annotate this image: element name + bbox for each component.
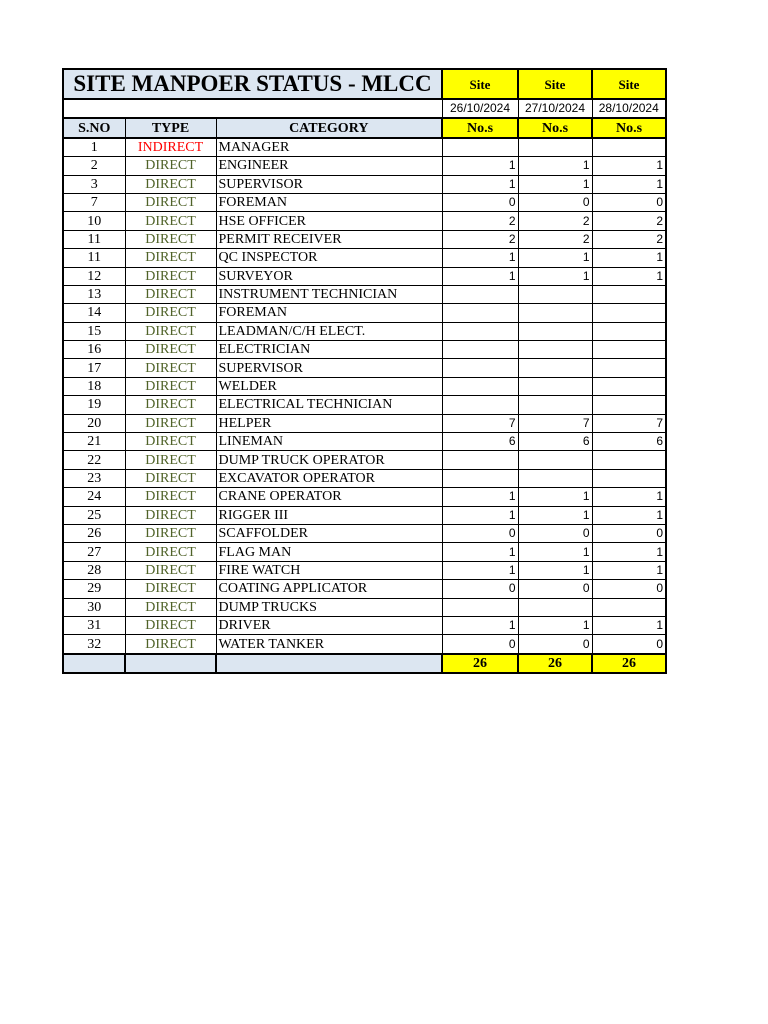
row-value-site-1 xyxy=(442,598,518,616)
row-value-site-3: 6 xyxy=(592,433,666,451)
table-row xyxy=(63,341,666,359)
row-value-site-2: 1 xyxy=(518,561,592,579)
row-value-site-1: 0 xyxy=(442,580,518,598)
row-value-site-1 xyxy=(442,322,518,340)
row-type: DIRECT xyxy=(125,267,216,285)
table-row xyxy=(63,598,666,616)
header-unit-3: No.s xyxy=(592,118,666,137)
table-row xyxy=(63,230,666,248)
row-category: INSTRUMENT TECHNICIAN xyxy=(216,285,442,303)
row-type: DIRECT xyxy=(125,635,216,654)
row-sno: 2 xyxy=(63,157,125,175)
row-value-site-1: 1 xyxy=(442,543,518,561)
row-type: DIRECT xyxy=(125,322,216,340)
row-category: WATER TANKER xyxy=(216,635,442,654)
header-unit-2: No.s xyxy=(518,118,592,137)
row-value-site-1 xyxy=(442,304,518,322)
table-row xyxy=(63,543,666,561)
row-value-site-3: 0 xyxy=(592,524,666,542)
row-value-site-1 xyxy=(442,451,518,469)
row-value-site-3 xyxy=(592,322,666,340)
row-sno: 12 xyxy=(63,267,125,285)
table-row xyxy=(63,506,666,524)
row-value-site-3 xyxy=(592,451,666,469)
table-row xyxy=(63,138,666,157)
row-category: SURVEYOR xyxy=(216,267,442,285)
row-value-site-2 xyxy=(518,138,592,157)
row-sno: 31 xyxy=(63,616,125,634)
row-value-site-3 xyxy=(592,341,666,359)
row-value-site-1: 6 xyxy=(442,433,518,451)
row-value-site-1 xyxy=(442,396,518,414)
row-value-site-1: 0 xyxy=(442,524,518,542)
row-value-site-3: 1 xyxy=(592,488,666,506)
row-type: DIRECT xyxy=(125,157,216,175)
site-date-2: 27/10/2024 xyxy=(518,99,592,118)
row-type: DIRECT xyxy=(125,396,216,414)
row-value-site-3 xyxy=(592,377,666,395)
row-type: DIRECT xyxy=(125,506,216,524)
row-category: PERMIT RECEIVER xyxy=(216,230,442,248)
row-value-site-3 xyxy=(592,304,666,322)
row-sno: 26 xyxy=(63,524,125,542)
site-label-1: Site xyxy=(442,69,518,99)
row-type: DIRECT xyxy=(125,616,216,634)
row-value-site-3 xyxy=(592,138,666,157)
row-category: DUMP TRUCKS xyxy=(216,598,442,616)
row-type: DIRECT xyxy=(125,377,216,395)
row-value-site-2: 7 xyxy=(518,414,592,432)
row-type: DIRECT xyxy=(125,341,216,359)
table-row xyxy=(63,359,666,377)
row-category: RIGGER III xyxy=(216,506,442,524)
row-sno: 14 xyxy=(63,304,125,322)
table-row xyxy=(63,451,666,469)
row-category: CRANE OPERATOR xyxy=(216,488,442,506)
row-sno: 17 xyxy=(63,359,125,377)
row-category: DUMP TRUCK OPERATOR xyxy=(216,451,442,469)
date-row xyxy=(63,99,666,118)
row-category: HSE OFFICER xyxy=(216,212,442,230)
header-row xyxy=(63,118,666,137)
site-date-1: 26/10/2024 xyxy=(442,99,518,118)
row-category: FIRE WATCH xyxy=(216,561,442,579)
row-category: LINEMAN xyxy=(216,433,442,451)
row-category: EXCAVATOR OPERATOR xyxy=(216,469,442,487)
row-value-site-3: 2 xyxy=(592,230,666,248)
row-category: ELECTRICAL TECHNICIAN xyxy=(216,396,442,414)
row-value-site-2: 0 xyxy=(518,635,592,654)
row-value-site-3: 2 xyxy=(592,212,666,230)
row-value-site-3: 0 xyxy=(592,580,666,598)
row-value-site-1: 1 xyxy=(442,157,518,175)
row-value-site-1: 1 xyxy=(442,488,518,506)
row-value-site-1: 1 xyxy=(442,616,518,634)
table-row xyxy=(63,212,666,230)
row-type: DIRECT xyxy=(125,414,216,432)
row-type: DIRECT xyxy=(125,230,216,248)
row-value-site-2: 0 xyxy=(518,580,592,598)
row-sno: 21 xyxy=(63,433,125,451)
table-row xyxy=(63,304,666,322)
row-value-site-1 xyxy=(442,377,518,395)
row-sno: 13 xyxy=(63,285,125,303)
row-sno: 30 xyxy=(63,598,125,616)
row-value-site-2: 1 xyxy=(518,157,592,175)
row-value-site-2: 1 xyxy=(518,506,592,524)
row-sno: 11 xyxy=(63,249,125,267)
site-label-2: Site xyxy=(518,69,592,99)
row-sno: 23 xyxy=(63,469,125,487)
row-sno: 25 xyxy=(63,506,125,524)
table-row xyxy=(63,377,666,395)
table-row xyxy=(63,414,666,432)
row-type: DIRECT xyxy=(125,451,216,469)
row-value-site-1 xyxy=(442,341,518,359)
row-category: FOREMAN xyxy=(216,193,442,211)
row-sno: 19 xyxy=(63,396,125,414)
row-sno: 18 xyxy=(63,377,125,395)
row-sno: 20 xyxy=(63,414,125,432)
row-value-site-1: 7 xyxy=(442,414,518,432)
table-row xyxy=(63,322,666,340)
row-sno: 28 xyxy=(63,561,125,579)
row-category: ENGINEER xyxy=(216,157,442,175)
row-category: MANAGER xyxy=(216,138,442,157)
table-row xyxy=(63,469,666,487)
row-value-site-1: 2 xyxy=(442,212,518,230)
row-value-site-2 xyxy=(518,285,592,303)
row-value-site-2 xyxy=(518,304,592,322)
row-value-site-1: 1 xyxy=(442,506,518,524)
row-value-site-3 xyxy=(592,469,666,487)
row-type: INDIRECT xyxy=(125,138,216,157)
row-category: DRIVER xyxy=(216,616,442,634)
row-value-site-1: 2 xyxy=(442,230,518,248)
row-value-site-3 xyxy=(592,285,666,303)
row-category: SUPERVISOR xyxy=(216,359,442,377)
row-sno: 24 xyxy=(63,488,125,506)
table-row xyxy=(63,488,666,506)
row-value-site-2 xyxy=(518,341,592,359)
row-sno: 3 xyxy=(63,175,125,193)
table-row xyxy=(63,433,666,451)
row-value-site-1: 0 xyxy=(442,635,518,654)
row-value-site-2 xyxy=(518,598,592,616)
row-value-site-2 xyxy=(518,359,592,377)
row-category: FOREMAN xyxy=(216,304,442,322)
row-value-site-3: 1 xyxy=(592,249,666,267)
row-value-site-3: 1 xyxy=(592,267,666,285)
row-type: DIRECT xyxy=(125,598,216,616)
row-type: DIRECT xyxy=(125,212,216,230)
row-value-site-3: 7 xyxy=(592,414,666,432)
row-sno: 29 xyxy=(63,580,125,598)
row-category: SUPERVISOR xyxy=(216,175,442,193)
table-row xyxy=(63,267,666,285)
site-label-3: Site xyxy=(592,69,666,99)
row-sno: 11 xyxy=(63,230,125,248)
table-row xyxy=(63,249,666,267)
row-value-site-2: 1 xyxy=(518,488,592,506)
total-blank-category xyxy=(216,654,442,673)
site-date-3: 28/10/2024 xyxy=(592,99,666,118)
row-value-site-3: 0 xyxy=(592,193,666,211)
row-value-site-2 xyxy=(518,377,592,395)
table-row xyxy=(63,193,666,211)
header-sno: S.NO xyxy=(63,118,125,137)
row-sno: 15 xyxy=(63,322,125,340)
row-value-site-2: 1 xyxy=(518,175,592,193)
table-row xyxy=(63,396,666,414)
table-row xyxy=(63,561,666,579)
row-value-site-2 xyxy=(518,469,592,487)
table-row xyxy=(63,285,666,303)
row-value-site-2: 1 xyxy=(518,543,592,561)
row-value-site-2: 0 xyxy=(518,193,592,211)
total-site-1: 26 xyxy=(442,654,518,673)
row-value-site-2: 1 xyxy=(518,616,592,634)
row-sno: 16 xyxy=(63,341,125,359)
row-value-site-3 xyxy=(592,396,666,414)
row-type: DIRECT xyxy=(125,285,216,303)
row-value-site-2: 2 xyxy=(518,230,592,248)
manpower-status-table xyxy=(62,68,667,674)
row-type: DIRECT xyxy=(125,561,216,579)
row-value-site-2: 2 xyxy=(518,212,592,230)
row-value-site-3: 1 xyxy=(592,561,666,579)
row-value-site-3 xyxy=(592,359,666,377)
table-body xyxy=(63,69,666,673)
row-value-site-2: 6 xyxy=(518,433,592,451)
row-sno: 27 xyxy=(63,543,125,561)
row-category: QC INSPECTOR xyxy=(216,249,442,267)
row-type: DIRECT xyxy=(125,304,216,322)
row-value-site-1 xyxy=(442,138,518,157)
row-value-site-3: 1 xyxy=(592,506,666,524)
table-row xyxy=(63,616,666,634)
total-site-3: 26 xyxy=(592,654,666,673)
total-row xyxy=(63,654,666,673)
total-blank-type xyxy=(125,654,216,673)
row-sno: 22 xyxy=(63,451,125,469)
row-category: LEADMAN/C/H ELECT. xyxy=(216,322,442,340)
header-type: TYPE xyxy=(125,118,216,137)
row-category: SCAFFOLDER xyxy=(216,524,442,542)
row-value-site-1: 0 xyxy=(442,193,518,211)
row-value-site-3 xyxy=(592,598,666,616)
row-value-site-1: 1 xyxy=(442,175,518,193)
row-type: DIRECT xyxy=(125,524,216,542)
row-value-site-2: 0 xyxy=(518,524,592,542)
total-site-2: 26 xyxy=(518,654,592,673)
table-row xyxy=(63,580,666,598)
row-value-site-2: 1 xyxy=(518,249,592,267)
row-type: DIRECT xyxy=(125,193,216,211)
row-category: FLAG MAN xyxy=(216,543,442,561)
row-value-site-1 xyxy=(442,359,518,377)
row-value-site-1: 1 xyxy=(442,249,518,267)
row-value-site-1 xyxy=(442,469,518,487)
row-category: WELDER xyxy=(216,377,442,395)
row-type: DIRECT xyxy=(125,175,216,193)
table-row xyxy=(63,524,666,542)
table-row xyxy=(63,635,666,654)
row-value-site-1: 1 xyxy=(442,561,518,579)
row-value-site-3: 1 xyxy=(592,543,666,561)
row-type: DIRECT xyxy=(125,249,216,267)
row-value-site-3: 0 xyxy=(592,635,666,654)
row-type: DIRECT xyxy=(125,469,216,487)
header-category: CATEGORY xyxy=(216,118,442,137)
row-type: DIRECT xyxy=(125,488,216,506)
sheet-title: SITE MANPOER STATUS - MLCC xyxy=(63,69,442,99)
row-category: HELPER xyxy=(216,414,442,432)
title-row xyxy=(63,69,666,99)
row-sno: 7 xyxy=(63,193,125,211)
row-value-site-3: 1 xyxy=(592,157,666,175)
row-value-site-2 xyxy=(518,322,592,340)
table-row xyxy=(63,157,666,175)
row-value-site-1 xyxy=(442,285,518,303)
row-value-site-2 xyxy=(518,451,592,469)
row-type: DIRECT xyxy=(125,433,216,451)
row-category: COATING APPLICATOR xyxy=(216,580,442,598)
row-value-site-3: 1 xyxy=(592,616,666,634)
row-type: DIRECT xyxy=(125,359,216,377)
row-value-site-2 xyxy=(518,396,592,414)
total-blank-sno xyxy=(63,654,125,673)
row-value-site-1: 1 xyxy=(442,267,518,285)
row-type: DIRECT xyxy=(125,580,216,598)
header-unit-1: No.s xyxy=(442,118,518,137)
row-sno: 1 xyxy=(63,138,125,157)
date-row-blank xyxy=(63,99,442,118)
row-sno: 32 xyxy=(63,635,125,654)
row-category: ELECTRICIAN xyxy=(216,341,442,359)
table-row xyxy=(63,175,666,193)
row-value-site-2: 1 xyxy=(518,267,592,285)
row-sno: 10 xyxy=(63,212,125,230)
row-value-site-3: 1 xyxy=(592,175,666,193)
row-type: DIRECT xyxy=(125,543,216,561)
